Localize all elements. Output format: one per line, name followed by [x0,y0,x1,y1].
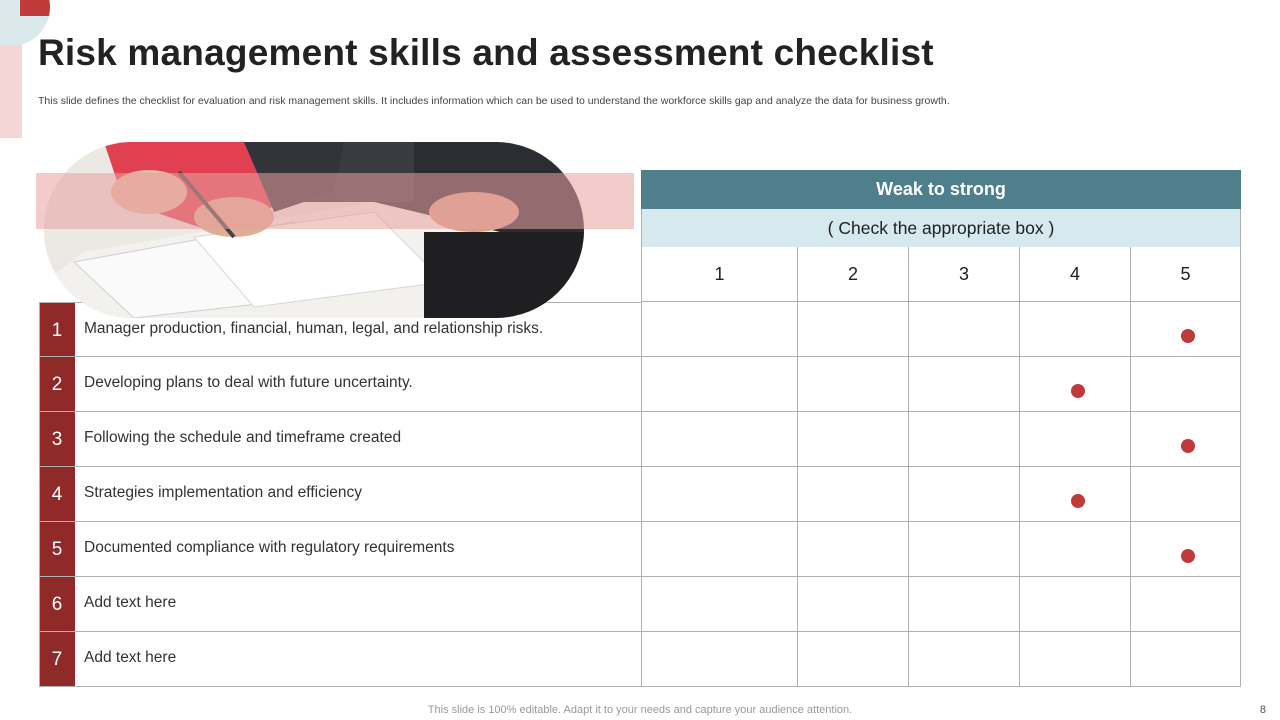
rating-checkbox-3[interactable] [909,467,1020,522]
rating-checkbox-4[interactable] [1020,412,1131,467]
rating-checkbox-1[interactable] [641,357,798,412]
table-row [39,632,1241,687]
scale-label-3: 3 [909,247,1020,302]
rating-mark-dot [1181,329,1195,343]
skill-label: Strategies implementation and efficiency [75,467,642,522]
skill-label: Following the schedule and timeframe created [75,412,642,467]
rating-checkbox-5[interactable] [1131,577,1241,632]
rating-checkbox-2[interactable] [798,302,909,357]
table-row [39,522,1241,577]
row-number: 7 [39,632,75,687]
row-number: 3 [39,412,75,467]
scale-label-4: 4 [1020,247,1131,302]
rating-checkbox-1[interactable] [641,522,798,577]
rating-checkbox-3[interactable] [909,632,1020,687]
rating-checkbox-2[interactable] [798,522,909,577]
rating-checkbox-5[interactable] [1131,467,1241,522]
slide-footer-note: This slide is 100% editable. Adapt it to your needs and capture your audience attention. [427,704,853,716]
rating-checkbox-4[interactable] [1020,577,1131,632]
rating-checkbox-4[interactable] [1020,357,1131,412]
skill-label: Add text here [75,577,642,632]
table-row [39,357,1241,412]
scale-label-1: 1 [641,247,798,302]
rating-checkbox-4[interactable] [1020,467,1131,522]
rating-checkbox-2[interactable] [798,412,909,467]
scale-label-2: 2 [798,247,909,302]
rating-checkbox-4[interactable] [1020,302,1131,357]
row-number: 2 [39,357,75,412]
rating-checkbox-1[interactable] [641,632,798,687]
rating-checkbox-3[interactable] [909,522,1020,577]
table-row [39,412,1241,467]
rating-checkbox-5[interactable] [1131,412,1241,467]
row-number: 4 [39,467,75,522]
rating-checkbox-5[interactable] [1131,357,1241,412]
rating-checkbox-4[interactable] [1020,632,1131,687]
rating-checkbox-5[interactable] [1131,522,1241,577]
scale-header: Weak to strong [641,170,1241,209]
rating-checkbox-3[interactable] [909,577,1020,632]
scale-label-5: 5 [1131,247,1241,302]
rating-checkbox-2[interactable] [798,467,909,522]
rating-checkbox-1[interactable] [641,577,798,632]
business-meeting-photo [44,142,584,318]
rating-checkbox-1[interactable] [641,302,798,357]
rating-checkbox-5[interactable] [1131,302,1241,357]
rating-checkbox-3[interactable] [909,412,1020,467]
rating-checkbox-3[interactable] [909,357,1020,412]
decorative-pink-band [36,173,634,229]
table-left-border [39,302,40,687]
row-number: 1 [39,302,75,357]
rating-checkbox-4[interactable] [1020,522,1131,577]
slide-subtitle: This slide defines the checklist for evaluation and risk management skills. It includes information which can be used to understand the workforce skills gap and analyze the data for business growth. [38,95,950,107]
rating-checkbox-1[interactable] [641,412,798,467]
row-number: 6 [39,577,75,632]
page-number: 8 [1259,704,1266,716]
rating-mark-dot [1071,384,1085,398]
scale-instruction: ( Check the appropriate box ) [641,209,1241,247]
rating-mark-dot [1181,439,1195,453]
rating-checkbox-2[interactable] [798,357,909,412]
rating-checkbox-2[interactable] [798,632,909,687]
rating-checkbox-1[interactable] [641,467,798,522]
table-row [39,577,1241,632]
table-row [39,467,1241,522]
rating-mark-dot [1181,549,1195,563]
skill-label: Developing plans to deal with future uncertainty. [75,357,642,412]
rating-checkbox-2[interactable] [798,577,909,632]
rating-checkbox-5[interactable] [1131,632,1241,687]
row-number: 5 [39,522,75,577]
skill-label: Add text here [75,632,642,687]
rating-checkbox-3[interactable] [909,302,1020,357]
skill-label: Documented compliance with regulatory requirements [75,522,642,577]
slide-title: Risk management skills and assessment checklist [38,32,934,73]
skill-label: Manager production, financial, human, legal, and relationship risks. [75,302,642,357]
rating-mark-dot [1071,494,1085,508]
